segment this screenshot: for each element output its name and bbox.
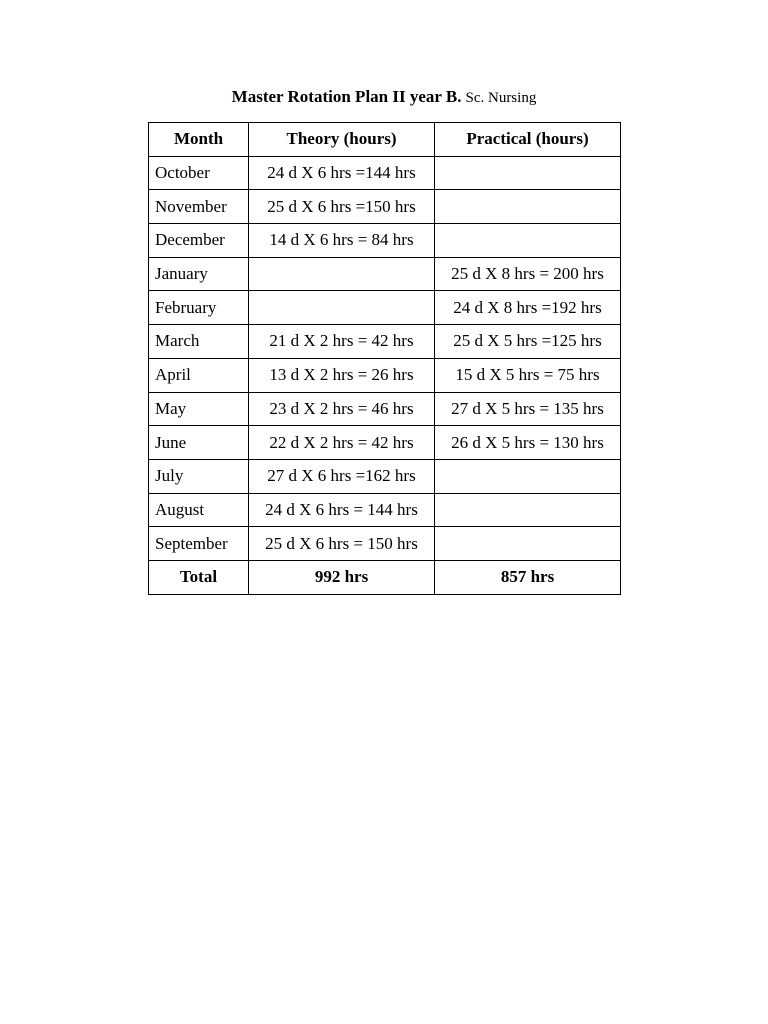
practical-cell: 27 d X 5 hrs = 135 hrs	[435, 392, 621, 426]
total-practical: 857 hrs	[435, 560, 621, 594]
header-practical: Practical (hours)	[435, 123, 621, 157]
title-bold-part: Master Rotation Plan II year B.	[231, 87, 462, 106]
practical-cell	[435, 493, 621, 527]
header-row	[149, 123, 621, 157]
month-cell: July	[149, 459, 249, 493]
theory-cell: 21 d X 2 hrs = 42 hrs	[249, 325, 435, 359]
title-normal-part: Sc. Nursing	[465, 90, 537, 106]
month-cell: August	[149, 493, 249, 527]
month-cell: November	[149, 190, 249, 224]
theory-cell: 24 d X 6 hrs =144 hrs	[249, 156, 435, 190]
theory-cell: 23 d X 2 hrs = 46 hrs	[249, 392, 435, 426]
practical-cell	[435, 224, 621, 258]
practical-cell: 26 d X 5 hrs = 130 hrs	[435, 426, 621, 460]
table-row	[149, 358, 621, 392]
practical-cell	[435, 190, 621, 224]
header-month: Month	[149, 123, 249, 157]
month-cell: April	[149, 358, 249, 392]
page-title	[0, 86, 768, 109]
table-row	[149, 527, 621, 561]
practical-cell	[435, 156, 621, 190]
header-theory: Theory (hours)	[249, 123, 435, 157]
table-row	[149, 190, 621, 224]
practical-cell	[435, 459, 621, 493]
theory-cell: 22 d X 2 hrs = 42 hrs	[249, 426, 435, 460]
practical-cell: 15 d X 5 hrs = 75 hrs	[435, 358, 621, 392]
practical-cell: 25 d X 5 hrs =125 hrs	[435, 325, 621, 359]
table-row	[149, 426, 621, 460]
theory-cell	[249, 257, 435, 291]
practical-cell: 25 d X 8 hrs = 200 hrs	[435, 257, 621, 291]
theory-cell	[249, 291, 435, 325]
table-row	[149, 156, 621, 190]
table-row	[149, 459, 621, 493]
month-cell: March	[149, 325, 249, 359]
practical-cell	[435, 527, 621, 561]
table-row	[149, 493, 621, 527]
theory-cell: 14 d X 6 hrs = 84 hrs	[249, 224, 435, 258]
theory-cell: 27 d X 6 hrs =162 hrs	[249, 459, 435, 493]
month-cell: May	[149, 392, 249, 426]
total-label: Total	[149, 560, 249, 594]
table-row	[149, 291, 621, 325]
theory-cell: 24 d X 6 hrs = 144 hrs	[249, 493, 435, 527]
table-row	[149, 257, 621, 291]
table-row	[149, 325, 621, 359]
month-cell: December	[149, 224, 249, 258]
month-cell: October	[149, 156, 249, 190]
theory-cell: 13 d X 2 hrs = 26 hrs	[249, 358, 435, 392]
month-cell: June	[149, 426, 249, 460]
theory-cell: 25 d X 6 hrs = 150 hrs	[249, 527, 435, 561]
total-row	[149, 560, 621, 594]
practical-cell: 24 d X 8 hrs =192 hrs	[435, 291, 621, 325]
theory-cell: 25 d X 6 hrs =150 hrs	[249, 190, 435, 224]
rotation-table	[148, 122, 621, 595]
month-cell: September	[149, 527, 249, 561]
table-row	[149, 392, 621, 426]
table-row	[149, 224, 621, 258]
month-cell: January	[149, 257, 249, 291]
month-cell: February	[149, 291, 249, 325]
total-theory: 992 hrs	[249, 560, 435, 594]
